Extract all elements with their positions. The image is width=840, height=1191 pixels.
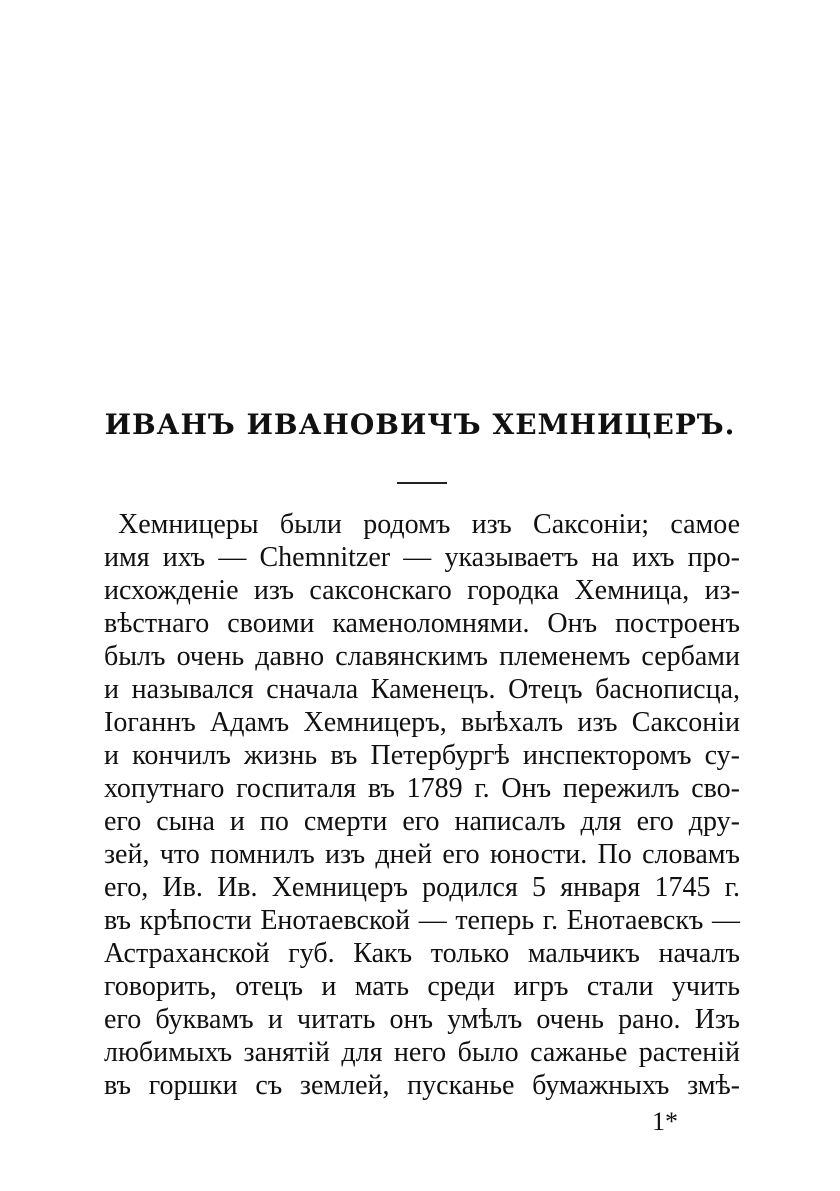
text-line: его сына и по смерти его написалъ для его дру- bbox=[104, 806, 740, 837]
text-line: и назывался сначала Каменецъ. Отецъ баснописца, bbox=[104, 674, 740, 705]
text-line: имя ихъ — Chemnitzer — указываетъ на ихъ про- bbox=[104, 542, 740, 573]
text-line: и кончилъ жизнь въ Петербургѣ инспекторомъ су- bbox=[104, 740, 740, 771]
text-line: любимыхъ занятій для него было сажанье растеній bbox=[104, 1037, 740, 1068]
text-line: говорить, отецъ и мать среди игръ стали учить bbox=[104, 971, 740, 1002]
text-line: былъ очень давно славянскимъ племенемъ сербами bbox=[104, 641, 740, 672]
text-line: зей, что помнилъ изъ дней его юности. По словамъ bbox=[104, 839, 740, 870]
text-line: въ крѣпости Енотаевской — теперь г. Енотаевскъ — bbox=[104, 905, 740, 936]
text-line: Іоганнъ Адамъ Хемницеръ, выѣхалъ изъ Саксоніи bbox=[104, 707, 740, 738]
body-text bbox=[104, 508, 740, 1102]
text-line: вѣстнаго своими каменоломнями. Онъ построенъ bbox=[104, 608, 740, 639]
text-line: его, Ив. Ив. Хемницеръ родился 5 января 1745 г. bbox=[104, 872, 740, 903]
text-line: хопутнаго госпиталя въ 1789 г. Онъ пережилъ сво- bbox=[104, 773, 740, 804]
text-line: исхожденіе изъ саксонскаго городка Хемница, из- bbox=[104, 575, 740, 606]
text-line: Хемницеры были родомъ изъ Саксоніи; самое bbox=[118, 509, 740, 540]
text-line: въ горшки съ землей, пусканье бумажныхъ змѣ- bbox=[104, 1070, 740, 1101]
text-line: Астраханской губ. Какъ только мальчикъ началъ bbox=[104, 938, 740, 969]
title-divider bbox=[397, 482, 447, 484]
text-line: его буквамъ и читать онъ умѣлъ очень рано. Изъ bbox=[104, 1004, 740, 1035]
page-number: 1* bbox=[652, 1107, 678, 1136]
page-title: ИВАНЪ ИВАНОВИЧЪ ХЕМНИЦЕРЪ. bbox=[104, 408, 736, 441]
